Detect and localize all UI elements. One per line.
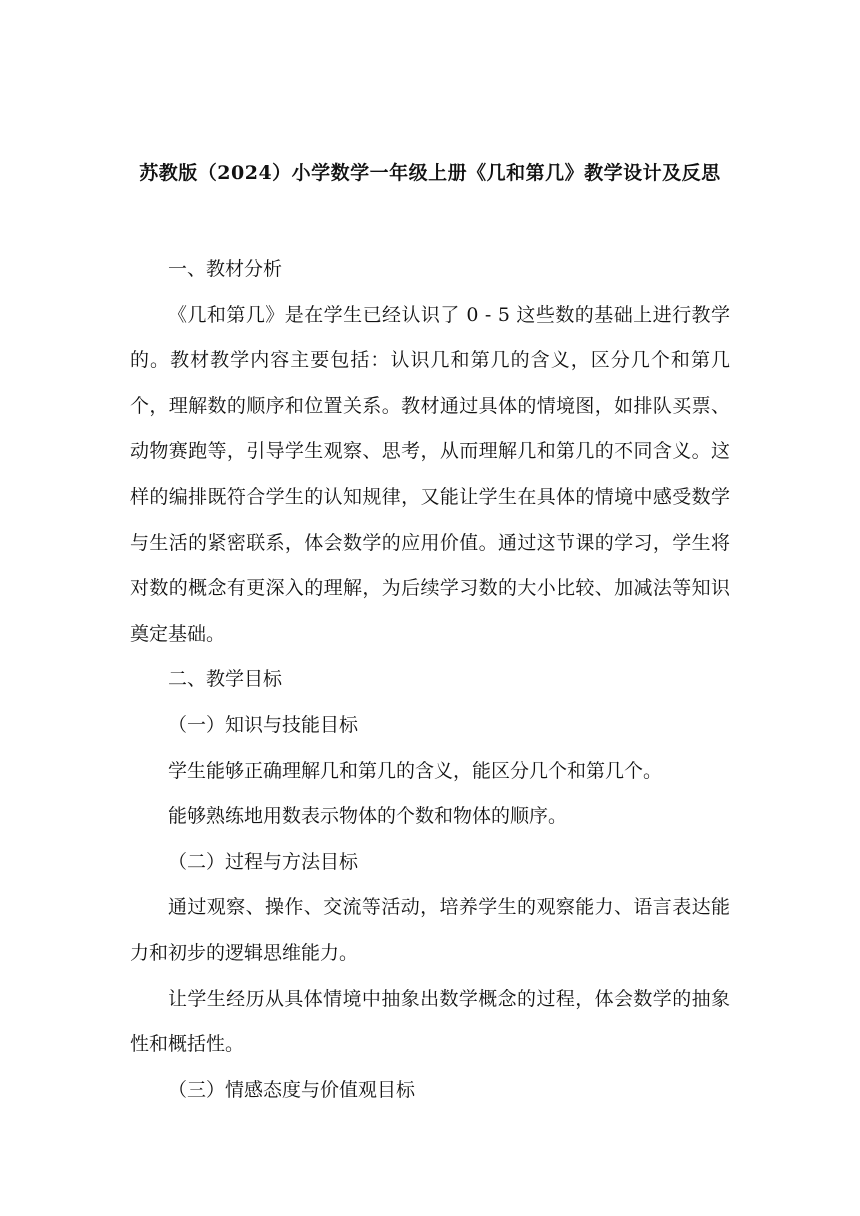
- paragraph-textbook-analysis: 《几和第几》是在学生已经认识了 0 - 5 这些数的基础上进行教学的。教材教学内容主要包括：认识几和第几的含义，区分几个和第几个，理解数的顺序和位置关系。教材通过具体的情境图，如排队买票、动物赛跑等，引导学生观察、思考，从而理解几和第几的不同含义。这样的编排既符合学生的认知规律，又能让学生在具体的情境中感受数学与生活的紧密联系，体会数学的应用价值。通过这节课的学习，学生将对数的概念有更深入的理解，为后续学习数的大小比较、加减法等知识奠定基础。: [130, 303, 730, 645]
- document-title: 苏教版（2024）小学数学一年级上册《几和第几》教学设计及反思: [139, 162, 721, 184]
- paragraph-goal-3: 通过观察、操作、交流等活动，培养学生的观察能力、语言表达能力和初步的逻辑思维能力。: [130, 896, 730, 964]
- paragraph-goal-2: 能够熟练地用数表示物体的个数和物体的顺序。: [168, 805, 568, 828]
- section-heading-2: 二、教学目标: [168, 668, 283, 691]
- subheading-emotion-values: （三）情感态度与价值观目标: [168, 1078, 416, 1101]
- section-heading-1: 一、教材分析: [168, 258, 283, 280]
- subheading-knowledge-skills: （一）知识与技能目标: [168, 713, 359, 736]
- document-body: [130, 247, 730, 1113]
- paragraph-goal-4: 让学生经历从具体情境中抽象出数学概念的过程，体会数学的抽象性和概括性。: [130, 987, 730, 1056]
- paragraph-goal-1: 学生能够正确理解几和第几的含义，能区分几个和第几个。: [168, 759, 663, 782]
- subheading-process-methods: （二）过程与方法目标: [168, 850, 359, 873]
